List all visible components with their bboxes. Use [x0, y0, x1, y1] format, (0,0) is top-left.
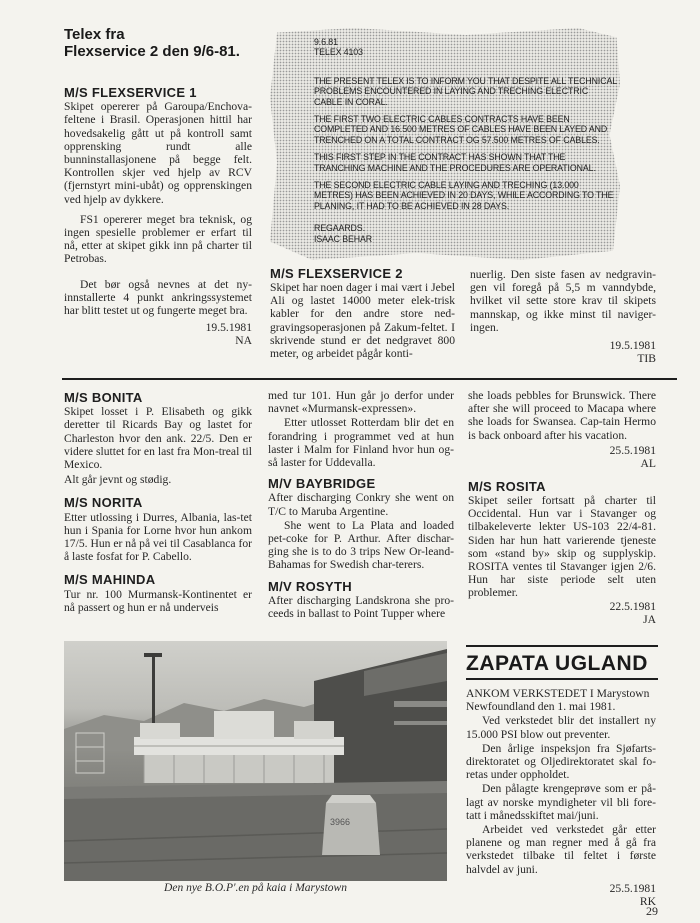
telex-paragraph: THE FIRST TWO ELECTRIC CABLES CONTRACTS HAVE BEEN COMPLETED AND 16.500 METRES OF CABLES HAVE BEEN LAYED AND TRENCHED ON A TOTAL CONTRACT OG 57.500 METRES OF CABLES.: [314, 114, 608, 145]
flexservice2-date: 19.5.1981: [609, 339, 656, 353]
bonita-heading: M/S BONITA: [64, 390, 143, 405]
mahinda-continuation: med tur 101. Hun går jo derfor under navnet «Murmansk-expressen».: [268, 389, 454, 416]
flexservice1-paragraph: Det bør også nevnes at det ny-innstallerte 4 punkt ankringssystemet har blitt testet ut og fungerte meget bra.: [64, 277, 252, 318]
zapata-title: ZAPATA UGLAND: [466, 652, 648, 675]
rosita-initials: JA: [643, 612, 656, 626]
baybridge-paragraph: After discharging Conkry she went on T/C to Maruba Argentine.: [268, 491, 454, 518]
title-line-2: Flexservice 2 den 9/6-81.: [64, 43, 240, 60]
flexservice2-col2: nuerlig. Den siste fasen av nedgravin-gen vil foregå på 5,5 m vanndybde, hvilket vil sette store krav til skipets mannskap, og ikke minst til naviger-ingen.: [470, 268, 656, 334]
mahinda-paragraph: Tur nr. 100 Murmansk-Kontinentet er nå passert og hun er nå underveis: [64, 587, 252, 614]
bonita-paragraph: Alt går jevnt og stødig.: [64, 473, 172, 487]
rosita-paragraph: Skipet seiler fortsatt på charter til Occidental. Hun var i Stavanger og tilbakeleverte lekter US-103 22/4-81. Siden har hun hatt varierende tjeneste som «stand by» skip og supplyskip. ROSITA ventes til Stavanger igjen 2/6. Hun har siste periode selt uten problemer.: [468, 494, 656, 600]
telex-sender: ISAAC BEHAR: [314, 233, 373, 244]
flexservice1-paragraph: FS1 opererer meget bra teknisk, og ingen spesielle problemer er erfart til nå, etter at skipet gikk inn på charter til Petrobas.: [64, 212, 252, 266]
rosyth-initials: AL: [640, 456, 656, 470]
rosyth-paragraph: After discharging Landskrona she pro-ceeds in ballast to Point Tupper where: [268, 593, 454, 621]
norita-heading: M/S NORITA: [64, 495, 143, 511]
zapata-divider: [466, 645, 658, 647]
telex-number: TELEX 4103: [314, 47, 363, 58]
photo-caption: Den nye B.O.P'.en på kaia i Marystown: [164, 882, 347, 894]
rosyth-heading: M/V ROSYTH: [268, 578, 352, 594]
section-divider: [62, 378, 677, 380]
zapata-date: 25.5.1981: [609, 881, 656, 895]
norita-paragraph: Etter utlossing i Durres, Albania, las-tet hun i Spania for Lorne hvor hun ankom 17/5. Hun er nå på vei til Casablanca for å laste fosfat for P. Cabello.: [64, 510, 252, 564]
telex-date: 9.6.81: [314, 37, 338, 47]
telex-paragraph: THE PRESENT TELEX IS TO INFORM YOU THAT DESPITE ALL TECHNICAL PROBLEMS ENCOUNTERED IN LAYING AND TRECHING ELECTRIC CABLE IN CORAL.: [314, 75, 617, 107]
flexservice1-paragraph: Skipet opererer på Garoupa/Enchova-feltene i Brasil. Operasjonen hittil har hovedsakelig gått ut på kontroll samt opprensking rundt alle bunninstallasjonene på begge felt. Kontrollen skjer ved hjelp av RCV (fjernstyrt mini-ubåt) og opprenskingen ved hjelp av dykkere.: [64, 100, 252, 206]
zapata-divider: [466, 678, 658, 680]
mahinda-continuation: Etter utlosset Rotterdam blir det en forandring i programmet ved at hun laster i Malm for Finland hvor hun og-så laster for Uddevalla.: [268, 416, 454, 470]
right-column: [468, 389, 656, 626]
zapata-paragraph: Den pålagte krengeprøve som er på-lagt av norske myndigheter vil bli fore-tatt i månedsskiftet mai/juni.: [466, 782, 656, 822]
middle-column: [268, 389, 454, 627]
flexservice1-article: [64, 86, 252, 347]
bop-photo-illustration: [64, 641, 447, 881]
telex-paragraph: THIS FIRST STEP IN THE CONTRACT HAS SHOWN THAT THE TRANCHING MACHINE AND THE PROCEDURES ARE OPERATIONAL.: [314, 152, 596, 173]
telex-content: [314, 37, 618, 244]
flexservice1-heading: M/S FLEXSERVICE 1: [64, 85, 197, 100]
page-number: 29: [646, 904, 658, 918]
baybridge-paragraph: She went to La Plata and loaded pet-coke for P. Arthur. After dischar-ging she is to do 3 trips New Or-leand-Bahamas for Swedish char-terers.: [268, 518, 454, 572]
left-column: [64, 391, 252, 621]
zapata-article: [466, 687, 656, 908]
bop-photo: [64, 641, 447, 881]
mahinda-heading: M/S MAHINDA: [64, 572, 156, 588]
zapata-paragraph: ANKOM VERKSTEDET I Marystown Newfoundland den 1. mai 1981.: [466, 687, 650, 714]
telex-paragraph: THE SECOND ELECTRIC CABLE LAYING AND TRECHING (13.000 METRES) HAS BEEN ACHIEVED IN 20 DAYS, WHILE ACCORDING TO THE PLANING, IT HAD TO BE ACHIEVED IN 28 DAYS.: [314, 180, 614, 211]
flexservice2-initials: TIB: [637, 352, 656, 366]
flexservice2-col1: Skipet har noen dager i mai vært i Jebel Ali og lastet 14000 meter elek-trisk kabler for den andre store ned-gravingsoperasjonen på Zakum-feltet. I skrivende stund er det nedgravet 800 meter, og arbeidet pågår konti-: [270, 281, 455, 361]
rosyth-continuation: she loads pebbles for Brunswick. There after she will proceed to Macapa where she loads for Swansea. Cap-tain Hermo is back onboard after his vacation.: [468, 389, 656, 442]
zapata-paragraph: Den årlige inspeksjon fra Sjøfarts-direktoratet og Oljedirektoratet skal fo-retas under oppholdet.: [466, 741, 656, 782]
crate-label: 3966: [330, 817, 351, 827]
zapata-initials: RK: [639, 894, 656, 908]
baybridge-heading: M/V BAYBRIDGE: [268, 476, 376, 492]
flexservice2-col2-block: [470, 268, 656, 365]
article-title: [64, 26, 264, 60]
zapata-paragraph: Ved verkstedet blir det installert ny 15.000 PSI blow out preventer.: [466, 714, 656, 741]
bonita-paragraph: Skipet losset i P. Elisabeth og gikk deretter til Ricards Bay og lastet for Charleston hvor den ank. 22/5. Den er videre sluttet for en last fra Mon-treal til Mexico.: [64, 405, 252, 472]
zapata-paragraph: Arbeidet ved verkstedet går etter planene og man regner med å gå fra verkstedet tilbake til feltet i første halvdel av juni.: [466, 823, 656, 876]
flexservice1-date: 19.5.1981: [205, 321, 252, 335]
rosyth-date: 25.5.1981: [609, 443, 656, 457]
flexservice1-initials: NA: [235, 334, 252, 348]
title-line-1: Telex fra: [64, 26, 125, 43]
flexservice2-heading: M/S FLEXSERVICE 2: [270, 266, 403, 281]
rosita-date: 22.5.1981: [609, 599, 656, 613]
rosita-heading: M/S ROSITA: [468, 478, 546, 494]
telex-regards: REGAARDS.: [314, 223, 365, 234]
